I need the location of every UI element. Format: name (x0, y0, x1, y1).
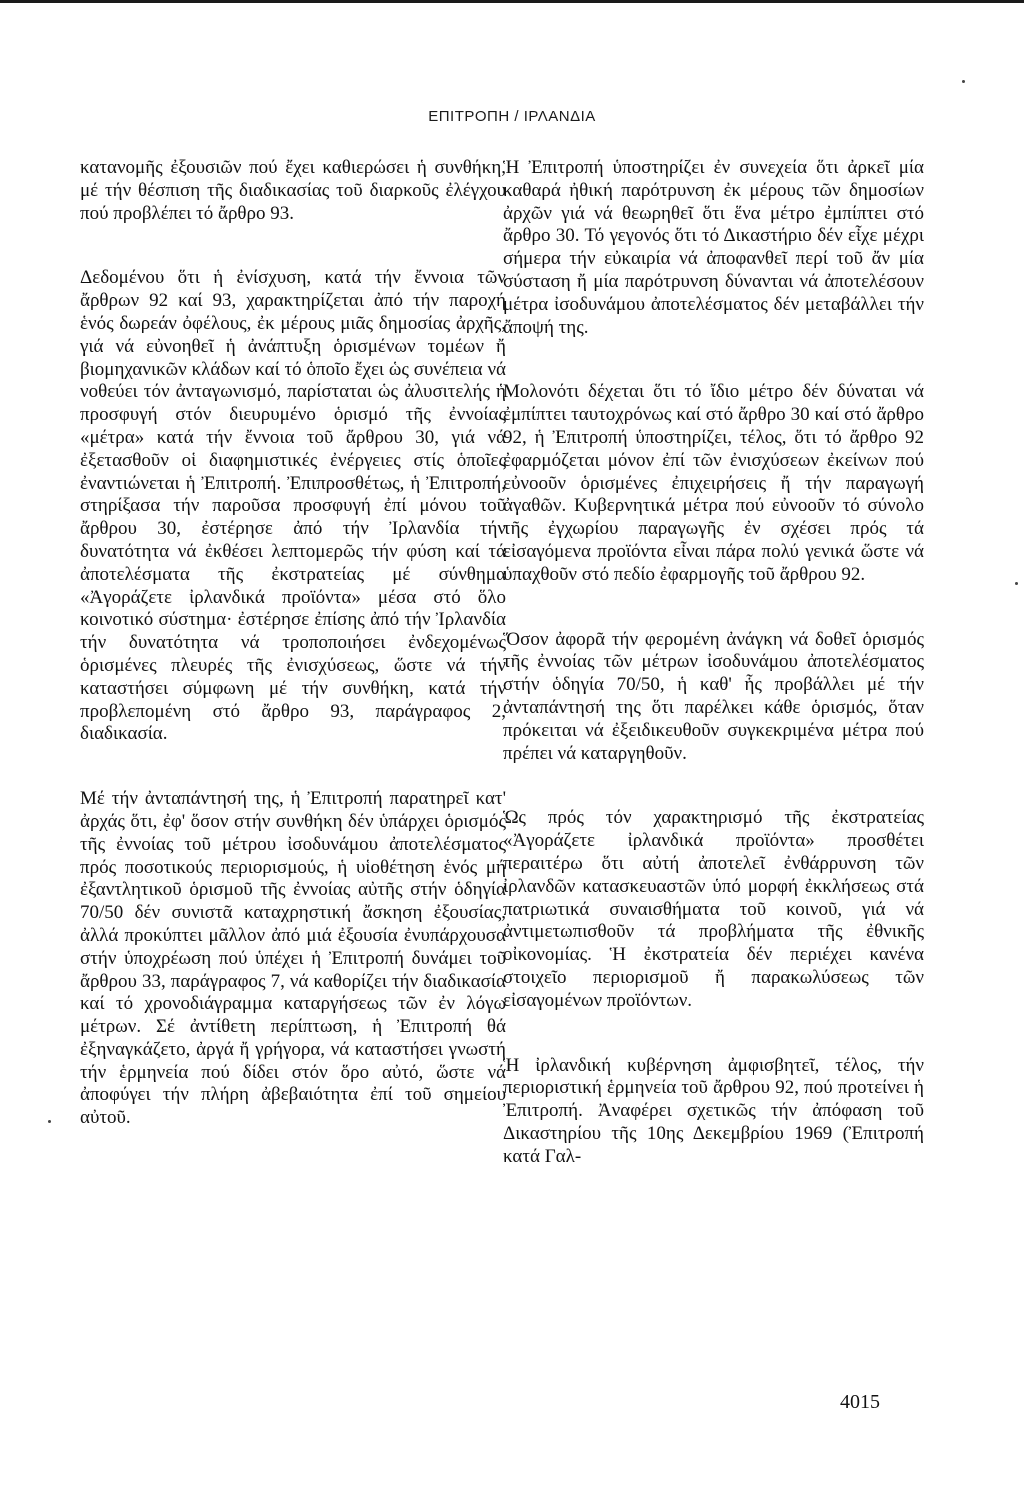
right-paragraph-4: Ὡς πρός τόν χαρακτηρισμό τῆς ἐκστρατείας «Ἀγοράζετε ἰρλανδικά προϊόντα» προσθέτει περαιτέρω ὅτι αὐτή ἀποτελεῖ ἐνθάρρυνση τῶν ἰρλανδῶν κατασκευαστῶν ὑπό μορφή ἐκκλήσεως στά πατριωτικά συναισθήματα τοῦ κοινοῦ, γιά νά ἀντιμετωπισθοῦν τά προβλήματα τῆς ἐθνικῆς οἰκονομίας. Ἡ ἐκστρατεία δέν περιέχει κανένα στοιχεῖο περιορισμοῦ ἤ παρακωλύσεως τῶν εἰσαγομένων προϊόντων. (503, 807, 924, 1011)
right-paragraph-3: Ὅσον ἀφορᾶ τήν φερομένη ἀνάγκη νά δοθεῖ ὁρισμός τῆς ἐννοίας τῶν μέτρων ἰσοδυνάμου ἀποτελέσματος στήν ὁδηγία 70/50, ἡ καθ' ἧς προβάλλει μέ τήν ἀνταπάντησή της ὅτι παρέλκει κάθε ὁρισμός, ὅταν πρόκειται νά ἐξειδικευθοῦν συγκεκριμένα μέτρα πού πρέπει νά καταργηθοῦν. (503, 628, 924, 764)
right-column (503, 157, 924, 1168)
running-header: ΕΠΙΤΡΟΠΗ / ΙΡΛΑΝΔΙΑ (428, 108, 596, 125)
scan-speck (48, 1120, 51, 1123)
right-paragraph-2: Μολονότι δέχεται ὅτι τό ἴδιο μέτρο δέν δύναται νά ἐμπίπτει ταυτοχρόνως καί στό ἄρθρο 30 καί στό ἄρθρο 92, ἡ Ἐπιτροπή ὑποστηρίζει, τέλος, ὅτι τό ἄρθρο 92 ἐφαρμόζεται μόνον ἐπί τῶν ἐνισχύσεων ἐκείνων πού εὐνοοῦν ὁρισμένες ἐπιχειρήσεις ἤ τήν παραγωγή ἀγαθῶν. Κυβερνητικά μέτρα πού εὐνοοῦν τό σύνολο τῆς ἐγχωρίου παραγωγῆς ἐν σχέσει πρός τά εἰσαγόμενα προϊόντα εἶναι πάρα πολύ γενικά ὥστε νά ὑπαχθοῦν στό πεδίο ἐφαρμογῆς τοῦ ἄρθρου 92. (503, 381, 924, 585)
scan-speck (962, 80, 965, 83)
left-paragraph-3: Μέ τήν ἀνταπάντησή της, ἡ Ἐπιτροπή παρατηρεῖ κατ' ἀρχάς ὅτι, ἐφ' ὅσον στήν συνθήκη δέν ὑπάρχει ὁρισμός τῆς ἐννοίας τοῦ μέτρου ἰσοδυνάμου ἀποτελέσματος πρός ποσοτικούς περιορισμούς, ἡ υἱοθέτηση ἑνός μή ἐξαντλητικοῦ ὁρισμοῦ τῆς ἐννοίας αὐτῆς στήν ὁδηγία 70/50 δέν συνιστᾶ καταχρηστική ἄσκηση ἐξουσίας, ἀλλά προκύπτει μᾶλλον ἀπό μιά ἐξουσία ἐνυπάρχουσα στήν ὑποχρέωση πού ὑπέχει ἡ Ἐπιτροπή δυνάμει τοῦ ἄρθρου 33, παράγραφος 7, νά καθορίζει τήν διαδικασία καί τό χρονοδιάγραμμα καταργήσεως τῶν ἐν λόγω μέτρων. Σέ ἀντίθετη περίπτωση, ἡ Ἐπιτροπή θά ἐξηναγκάζετο, ἀργά ἤ γρήγορα, νά καταστήσει γνωστή τήν ἑρμηνεία πού δίδει στόν ὅρο αὐτό, ὥστε νά ἀποφύγει τήν πλήρη ἀβεβαιότητα ἐπί τοῦ σημείου αὐτοῦ. (80, 788, 506, 1129)
left-column (80, 157, 506, 1130)
left-paragraph-1: κατανομῆς ἐξουσιῶν πού ἔχει καθιερώσει ἡ συνθήκη, μέ τήν θέσπιση τῆς διαδικασίας τοῦ διαρκοῦς ἐλέγχου πού προβλέπει τό ἄρθρο 93. (80, 157, 506, 224)
right-paragraph-1: Ἡ Ἐπιτροπή ὑποστηρίζει ἐν συνεχεία ὅτι ἀρκεῖ μία καθαρά ἠθική παρότρυνση ἐκ μέρους τῶν δημοσίων ἀρχῶν γιά νά θεωρηθεῖ ὅτι ἕνα μέτρο ἐμπίπτει στό ἄρθρο 30. Τό γεγονός ὅτι τό Δικαστήριο δέν εἶχε μέχρι σήμερα τήν εὐκαιρία νά ἀποφανθεῖ περί τοῦ ἄν μία σύσταση ἤ μία παρότρυνση δύνανται νά ἀποτελέσουν μέτρα ἰσοδυνάμου ἀποτελέσματος δέν μεταβάλλει τήν ἄποψή της. (503, 157, 924, 338)
page-number: 4015 (840, 1391, 880, 1413)
left-paragraph-2: Δεδομένου ὅτι ἡ ἐνίσχυση, κατά τήν ἔννοια τῶν ἄρθρων 92 καί 93, χαρακτηρίζεται ἀπό τήν παροχή ἑνός δωρεάν ὀφέλους, ἐκ μέρους μιᾶς δημοσίας ἀρχῆς, γιά νά εὐνοηθεῖ ἡ ἀνάπτυξη ὁρισμένων τομέων ἤ βιομηχανικῶν κλάδων καί τό ὁποῖο ἔχει ὡς συνέπεια νά νοθεύει τόν ἀνταγωνισμό, παρίσταται ὡς ἀλυσιτελής ἡ προσφυγή στόν διευρυμένο ὁρισμό τῆς ἐννοίας «μέτρα» κατά τήν ἔννοια τοῦ ἄρθρου 30, γιά νά ἐξετασθοῦν οἱ διαφημιστικές ἐνέργειες στίς ὁποῖες ἐναντιώνεται ἡ Ἐπιτροπή. Ἐπιπροσθέτως, ἡ Ἐπιτροπή, στηρίξασα τήν παροῦσα προσφυγή ἐπί μόνου τοῦ ἄρθρου 30, ἐστέρησε ἀπό τήν Ἰρλανδία τήν δυνατότητα νά ἐκθέσει λεπτομερῶς τήν φύση καί τά ἀποτελέσματα τῆς ἐκστρατείας μέ σύνθημα «Ἀγοράζετε ἰρλανδικά προϊόντα» μέσα στό ὅλο κοινοτικό σύστημα· ἐστέρησε ἐπίσης ἀπό τήν Ἰρλανδία τήν δυνατότητα νά τροποποιήσει ἐνδεχομένως ὁρισμένες πλευρές τῆς ἐνισχύσεως, ὥστε νά τήν καταστήσει σύμφωνη μέ τήν συνθήκη, κατά τήν προβλεπομένη στό ἄρθρο 93, παράγραφος 2, διαδικασία. (80, 267, 506, 745)
top-border-rule (0, 0, 1024, 3)
right-paragraph-5: Ἡ ἰρλανδική κυβέρνηση ἀμφισβητεῖ, τέλος, τήν περιοριστική ἑρμηνεία τοῦ ἄρθρου 92, πού προτείνει ἡ Ἐπιτροπή. Ἀναφέρει σχετικῶς τήν ἀπόφαση τοῦ Δικαστηρίου τῆς 10ης Δεκεμβρίου 1969 (Ἐπιτροπή κατά Γαλ- (503, 1054, 924, 1167)
scan-speck (1015, 582, 1018, 585)
